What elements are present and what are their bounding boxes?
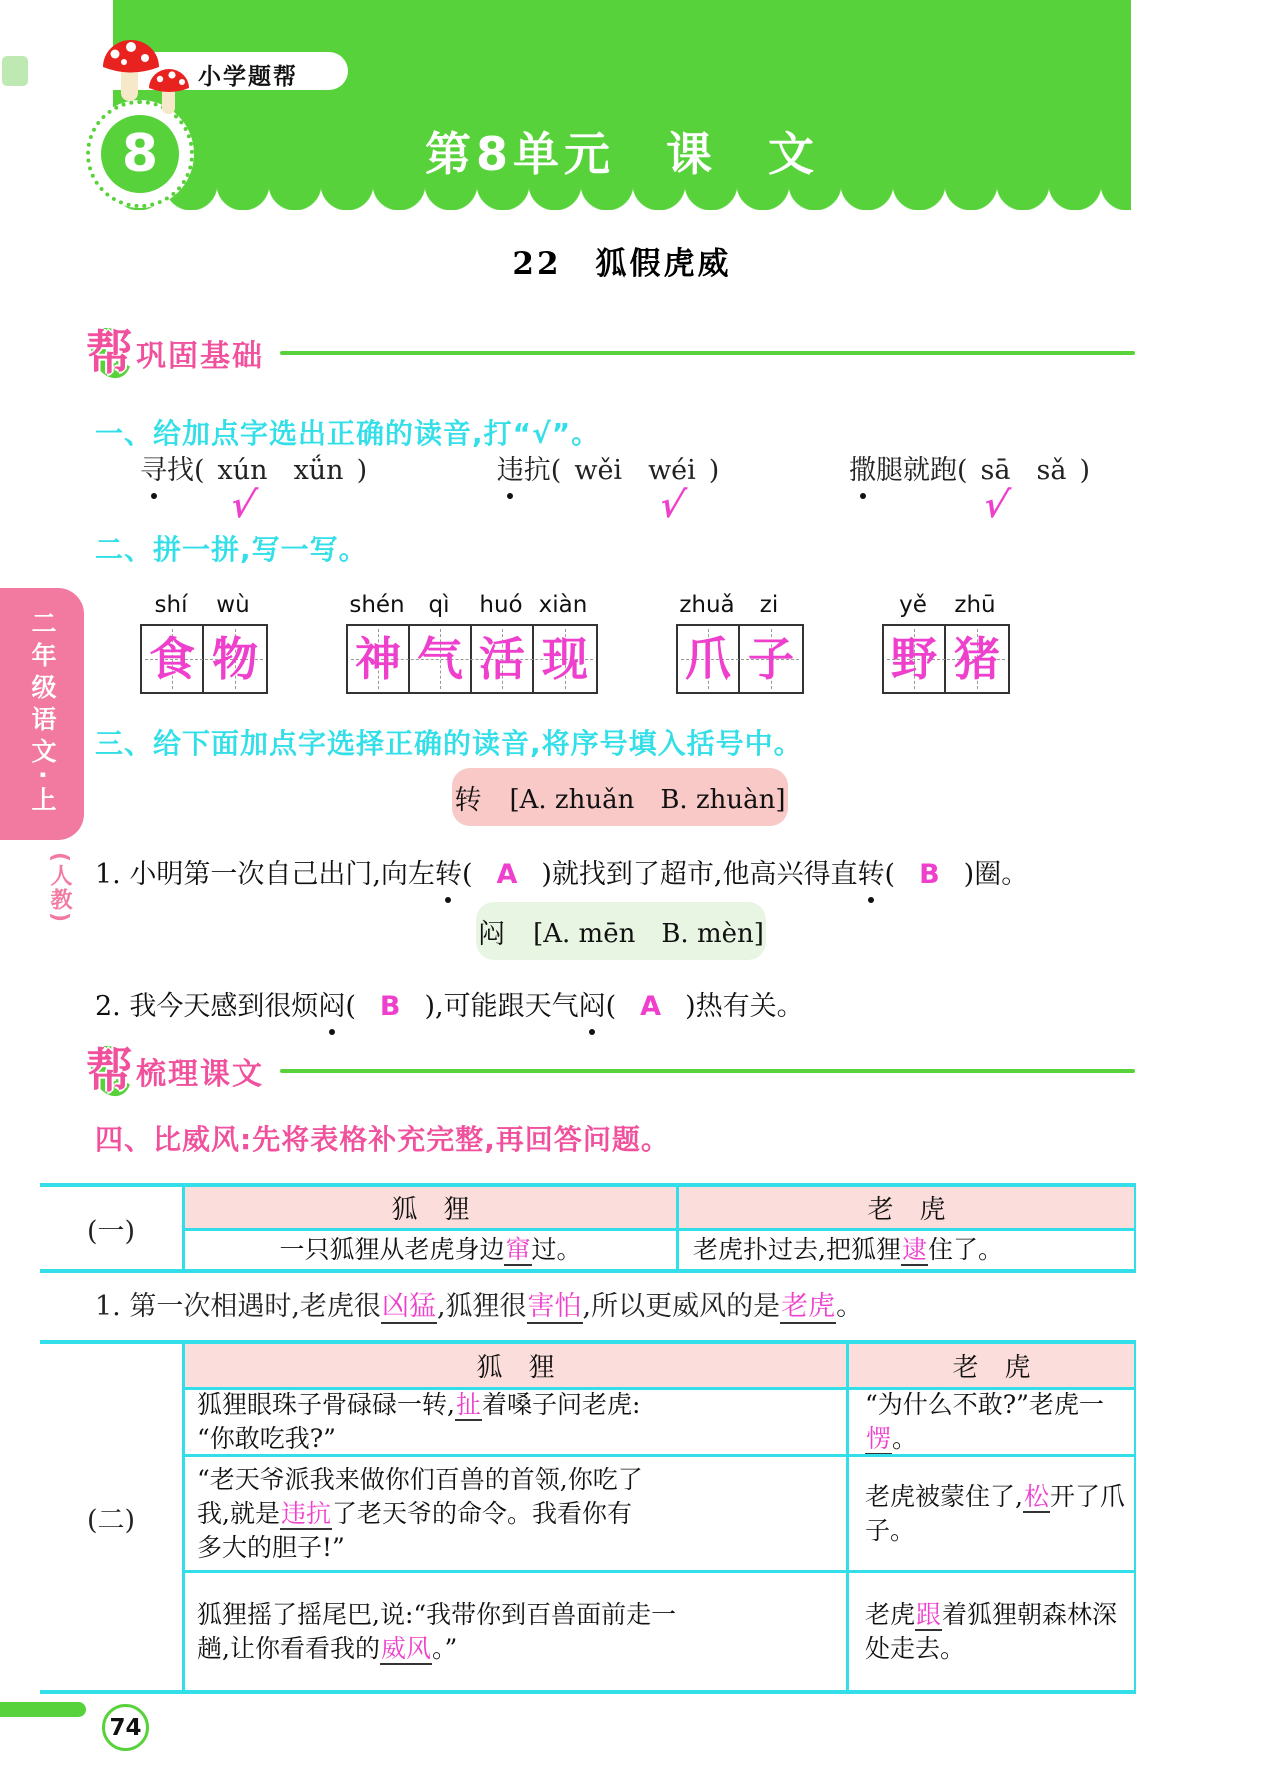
pinyin-label: xiàn (538, 592, 588, 618)
pinyin-option-text: xǘn (293, 455, 344, 486)
box-options: [A. mēn B. mèn] (533, 918, 764, 949)
answer-blank: B (919, 859, 940, 890)
section-badge-consolidate (86, 322, 1135, 384)
written-char: 爪 (685, 632, 731, 686)
check-mark: √ (655, 484, 689, 526)
dotted-char: 闷 (578, 991, 606, 1022)
sentence-text: ),可能跟天气 (424, 991, 579, 1022)
cell-text: 老虎扑过去,把狐狸 (693, 1235, 901, 1264)
sidebar-grade-tab (0, 588, 84, 840)
written-char: 活 (479, 632, 525, 686)
sentence-text: )热有关。 (685, 991, 804, 1022)
cell-text: 着嗓子问老虎: (481, 1390, 641, 1419)
pinyin-option-text: xún (217, 455, 268, 486)
cell-text: 我,就是 (197, 1498, 280, 1528)
table-row-label: (二) (40, 1344, 185, 1690)
table-cell-fox (185, 1570, 849, 1690)
written-char: 气 (417, 632, 463, 686)
cell-text: 狐狸摇了摇尾巴,说:“我带你到百兽面前走一 (197, 1599, 677, 1629)
page-footer-bar (0, 1702, 86, 1717)
pronunciation-box-zhuan (452, 768, 788, 826)
written-char: 现 (542, 632, 588, 686)
pinyin-label: zi (759, 592, 779, 618)
cell-text: “老天爷派我来做你们百兽的首领,你吃了 (197, 1464, 643, 1494)
writing-cell (410, 626, 472, 692)
pinyin-label: wù (216, 592, 250, 618)
word-rest: 找 (167, 455, 194, 486)
dotted-char: 撒 (849, 455, 876, 486)
pronunciation-box-men (476, 902, 766, 960)
table-cell-tiger (849, 1454, 1134, 1570)
q1-item (140, 448, 368, 526)
sentence-text: 。 (836, 1291, 864, 1322)
page-number-badge: 74 (102, 1704, 149, 1751)
writing-cell (740, 626, 802, 692)
sidebar-grade-label: 二年级语文·上 (28, 609, 57, 819)
section-label: 梳理课文 (136, 1057, 264, 1092)
fill-in-word: 愣 (866, 1424, 892, 1453)
fill-in-word: 逮 (901, 1235, 927, 1264)
pinyin-option (968, 455, 1024, 526)
cell-text: 。 (892, 1424, 918, 1453)
pinyin-label: shén (349, 592, 405, 618)
pinyin-option (1024, 455, 1080, 486)
dotted-char: 闷 (318, 991, 346, 1022)
check-mark: √ (979, 484, 1012, 526)
table-cell-fox (185, 1231, 679, 1269)
writing-group (676, 592, 804, 694)
dotted-char: 违 (496, 455, 524, 486)
writing-group (882, 592, 1010, 694)
paren-close: ) (708, 455, 720, 486)
writing-cell (946, 626, 1008, 692)
q1-row (140, 448, 1090, 526)
brand-accent-block (2, 56, 28, 86)
sentence-text: )就找到了超市,他高兴得直 (541, 859, 858, 890)
compare-table-1 (40, 1183, 1136, 1273)
table-row-label: (一) (40, 1187, 185, 1269)
sentence-text: 1. 小明第一次自己出门,向左 (95, 859, 435, 890)
writing-cell (348, 626, 410, 692)
writing-cell (884, 626, 946, 692)
written-char: 子 (748, 632, 794, 686)
writing-cell (472, 626, 534, 692)
paren-open: ( (194, 455, 205, 486)
table-cell-tiger (679, 1231, 1134, 1269)
written-char: 食 (149, 632, 195, 686)
pinyin-label: zhū (954, 592, 996, 618)
answer-blank: B (379, 991, 401, 1022)
pinyin-label: huó (479, 592, 523, 618)
fill-in-word: 跟 (916, 1599, 942, 1629)
pinyin-option-text: sǎ (1036, 455, 1067, 486)
sentence-1 (95, 852, 1185, 891)
writing-group (140, 592, 268, 694)
cell-text: “为什么不敢?”老虎一 (865, 1390, 1104, 1419)
dotted-char: 寻 (140, 455, 167, 486)
answer-blank: A (496, 859, 518, 890)
pinyin-label: shí (154, 592, 188, 618)
writing-cell (678, 626, 740, 692)
cell-text: 一只狐狸从老虎身边 (279, 1235, 505, 1264)
fill-in-word: 违抗 (280, 1498, 331, 1528)
table-header-fox: 狐 狸 (185, 1187, 679, 1231)
paren-close: ) (1079, 455, 1090, 486)
mushroom-icon (100, 34, 204, 120)
writing-cell (142, 626, 204, 692)
dotted-char: 转 (434, 859, 462, 890)
written-char: 物 (212, 632, 258, 686)
pinyin-option (635, 455, 709, 526)
q2-prompt: 二、拼一拼,写一写。 (95, 533, 368, 566)
paren-open: ( (550, 455, 562, 486)
cell-text: 开了爪子。 (865, 1481, 1125, 1545)
table-cell-tiger (849, 1390, 1134, 1454)
pinyin-label: zhuǎ (679, 592, 735, 618)
pinyin-label: qì (428, 592, 450, 618)
sentence-text: )圈。 (963, 859, 1029, 890)
pinyin-option-text: sā (980, 455, 1011, 486)
fill-in-word: 凶猛 (381, 1291, 436, 1322)
dotted-char: 转 (857, 859, 885, 890)
cell-text: 住了。 (927, 1235, 1003, 1264)
sidebar-publisher: (人教) (47, 852, 72, 925)
unit-number: 8 (101, 115, 179, 193)
pinyin-option (205, 455, 281, 526)
table-cell-fox (185, 1390, 849, 1454)
table-cell-fox (185, 1454, 849, 1570)
writing-group (346, 592, 598, 694)
sentence-text: ,所以更威风的是 (582, 1291, 781, 1322)
q1-item (496, 448, 720, 526)
cell-text: 多大的胆子!” (197, 1532, 345, 1562)
bang-char: 帮 (86, 1043, 133, 1099)
writing-cell (534, 626, 596, 692)
fill-in-word: 老虎 (781, 1291, 836, 1322)
cell-text: 着狐狸朝森林深处走去。 (865, 1599, 1118, 1663)
table-header-fox: 狐 狸 (185, 1344, 849, 1390)
fill-in-word: 扯 (455, 1390, 481, 1419)
paren-open: ( (605, 991, 617, 1022)
brand-name: 小学题帮 (198, 64, 298, 90)
written-char: 野 (891, 632, 937, 686)
lesson-title: 22 狐假虎威 (512, 246, 732, 282)
box-char: 闷 (478, 918, 506, 950)
q1-item (849, 448, 1090, 526)
word-rest: 腿就跑 (876, 455, 957, 486)
paren-open: ( (345, 991, 356, 1022)
section-label: 巩固基础 (136, 339, 264, 374)
pinyin-option-text: wéi (648, 455, 696, 486)
cell-text: 老虎 (865, 1599, 916, 1629)
unit-title: 第8单元 课 文 (424, 127, 819, 181)
table-cell-tiger (849, 1570, 1134, 1690)
sentence-text: 2. 我今天感到很烦 (95, 991, 319, 1022)
cell-text: 狐狸眼珠子骨碌碌一转, (197, 1390, 455, 1419)
pinyin-option-text: wěi (574, 455, 623, 486)
q2-row (140, 592, 1010, 694)
answer-sentence (95, 1284, 1185, 1323)
section-badge-organize (86, 1040, 1135, 1102)
pinyin-option (561, 455, 635, 486)
section-rule (280, 351, 1135, 355)
paren-close: ) (356, 455, 368, 486)
paren-open: ( (884, 859, 896, 890)
paren-open: ( (461, 859, 473, 890)
fill-in-word: 威风 (380, 1633, 431, 1663)
sentence-2 (95, 984, 1185, 1023)
q1-prompt: 一、给加点字选出正确的读音,打“√”。 (95, 417, 601, 450)
fill-in-word: 窜 (505, 1235, 531, 1264)
written-char: 神 (355, 632, 401, 686)
word-rest: 抗 (523, 455, 551, 486)
fill-in-word: 害怕 (527, 1291, 582, 1322)
bang-char: 帮 (86, 325, 133, 381)
q4-prompt: 四、比威风:先将表格补充完整,再回答问题。 (95, 1123, 670, 1156)
written-char: 猪 (954, 632, 1000, 686)
cell-text: 老虎被蒙住了, (865, 1481, 1023, 1511)
section-rule (280, 1069, 1135, 1073)
writing-cell (204, 626, 266, 692)
pinyin-label: yě (899, 592, 927, 618)
table-header-tiger: 老 虎 (849, 1344, 1134, 1390)
cell-text: 趟,让你看看我的 (197, 1633, 380, 1663)
cell-text: 过。 (531, 1235, 582, 1264)
box-options: [A. zhuǎn B. zhuàn] (509, 784, 786, 815)
table-header-tiger: 老 虎 (679, 1187, 1134, 1231)
fill-in-word: 松 (1023, 1481, 1049, 1511)
cell-text: “你敢吃我?” (197, 1424, 336, 1453)
check-mark: √ (226, 484, 259, 526)
pinyin-option (281, 455, 357, 486)
answer-blank: A (640, 991, 662, 1022)
box-char: 转 (454, 784, 482, 816)
sentence-text: 1. 第一次相遇时,老虎很 (95, 1291, 381, 1322)
paren-open: ( (957, 455, 968, 486)
q3-prompt: 三、给下面加点字选择正确的读音,将序号填入括号中。 (95, 727, 803, 760)
cell-text: 了老天爷的命令。我看你有 (331, 1498, 632, 1528)
compare-table-2 (40, 1340, 1136, 1694)
cell-text: 。” (431, 1633, 458, 1663)
sentence-text: ,狐狸很 (436, 1291, 527, 1322)
banner-wave-edge (113, 184, 1131, 210)
